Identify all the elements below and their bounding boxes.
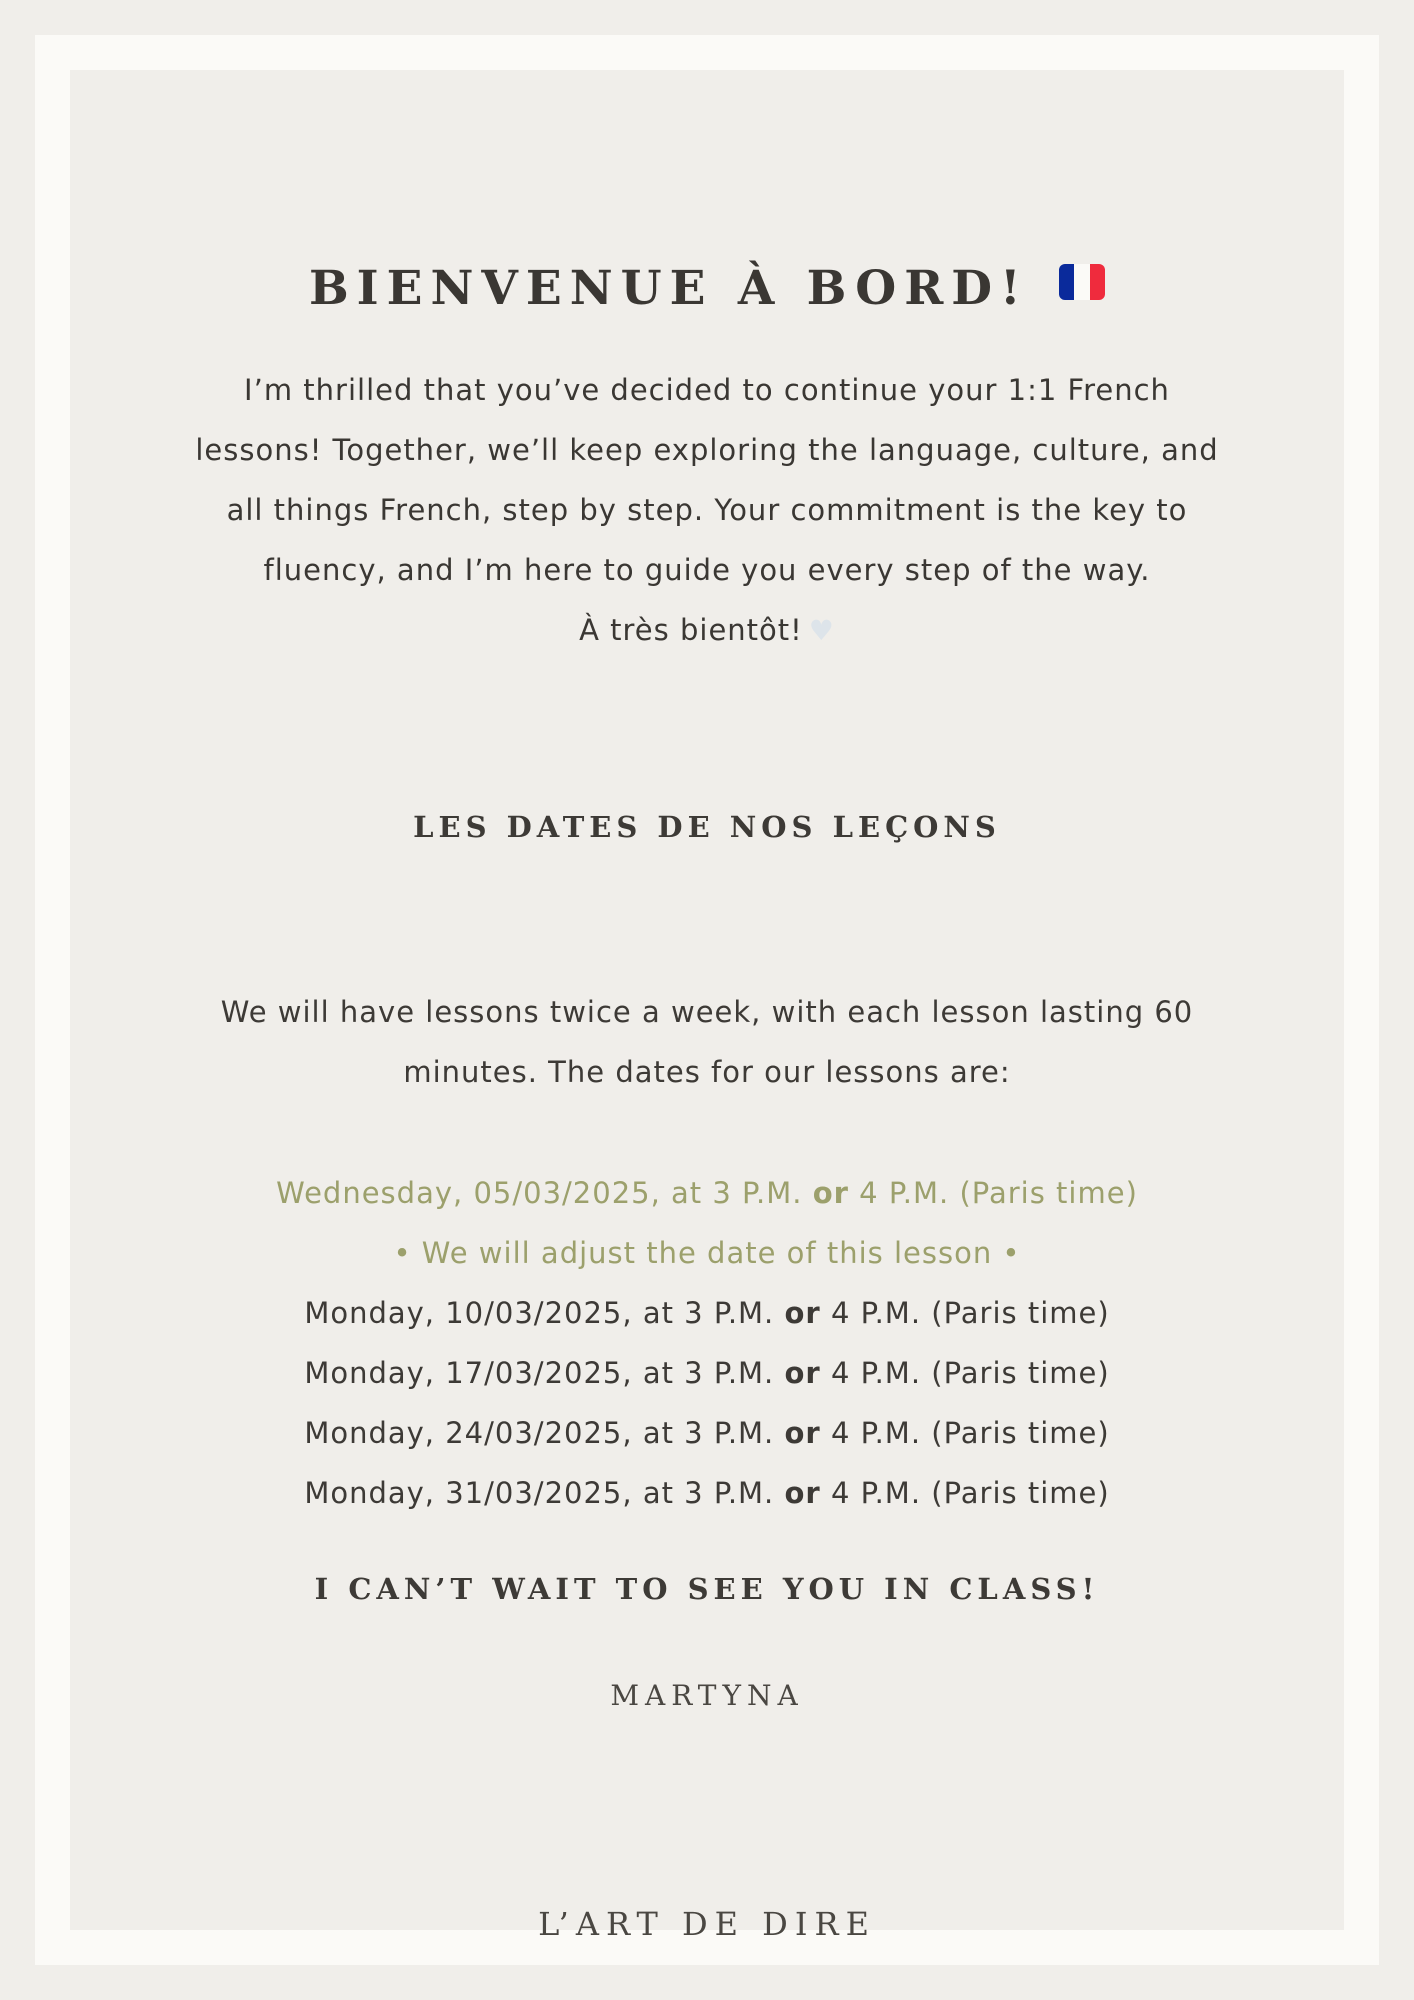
- lesson-or-text: or: [784, 1296, 821, 1330]
- lesson-time-text: 4 P.M. (Paris time): [830, 1476, 1110, 1510]
- lesson-date-item: [70, 1343, 1344, 1403]
- lesson-date-item: [70, 1283, 1344, 1343]
- title-text: BIENVENUE À BORD!: [308, 261, 1029, 316]
- page-border: [35, 35, 1379, 1965]
- france-flag-icon: [1059, 264, 1105, 300]
- content-panel: [70, 70, 1344, 1943]
- signoff-text: À très bientôt!: [579, 613, 803, 647]
- intro-line: all things French, step by step. Your commitment is the key to: [226, 493, 1188, 527]
- signoff-line: [150, 600, 1264, 661]
- lesson-date-item: [70, 1163, 1344, 1223]
- lesson-date-text: Wednesday, 05/03/2025, at 3 P.M.: [276, 1176, 803, 1210]
- lesson-date-text: Monday, 10/03/2025, at 3 P.M.: [304, 1296, 775, 1330]
- lesson-time-text: 4 P.M. (Paris time): [859, 1176, 1138, 1210]
- lesson-or-text: or: [812, 1176, 849, 1210]
- lesson-dates-heading: LES DATES DE NOS LEÇONS: [413, 810, 1001, 844]
- lesson-date-list: [70, 1163, 1344, 1523]
- intro-line: fluency, and I’m here to guide you every step of the way.: [263, 553, 1151, 587]
- schedule-intro-line: We will have lessons twice a week, with each lesson lasting 60: [220, 995, 1194, 1029]
- signature: MARTYNA: [610, 1679, 804, 1712]
- lesson-or-text: or: [784, 1416, 821, 1450]
- lesson-or-text: or: [784, 1476, 821, 1510]
- page-title: [70, 261, 1344, 316]
- lesson-or-text: or: [784, 1356, 821, 1390]
- intro-paragraph: [150, 360, 1264, 661]
- lesson-date-text: Monday, 24/03/2025, at 3 P.M.: [304, 1416, 775, 1450]
- schedule-intro: [190, 982, 1224, 1102]
- lesson-date-text: Monday, 17/03/2025, at 3 P.M.: [304, 1356, 775, 1390]
- adjust-date-note: • We will adjust the date of this lesson •: [393, 1236, 1021, 1270]
- lesson-date-item: [70, 1463, 1344, 1523]
- brand-name: L’ART DE DIRE: [538, 1905, 876, 1943]
- lesson-time-text: 4 P.M. (Paris time): [830, 1416, 1110, 1450]
- lesson-date-item: [70, 1403, 1344, 1463]
- closing-message: I CAN’T WAIT TO SEE YOU IN CLASS!: [314, 1572, 1100, 1606]
- lesson-time-text: 4 P.M. (Paris time): [830, 1356, 1110, 1390]
- schedule-intro-line: minutes. The dates for our lessons are:: [403, 1055, 1011, 1089]
- lesson-date-text: Monday, 31/03/2025, at 3 P.M.: [304, 1476, 775, 1510]
- intro-line: I’m thrilled that you’ve decided to continue your 1:1 French: [244, 373, 1170, 407]
- heart-icon: ♥: [808, 614, 835, 647]
- intro-line: lessons! Together, we’ll keep exploring the language, culture, and: [195, 433, 1219, 467]
- lesson-time-text: 4 P.M. (Paris time): [830, 1296, 1110, 1330]
